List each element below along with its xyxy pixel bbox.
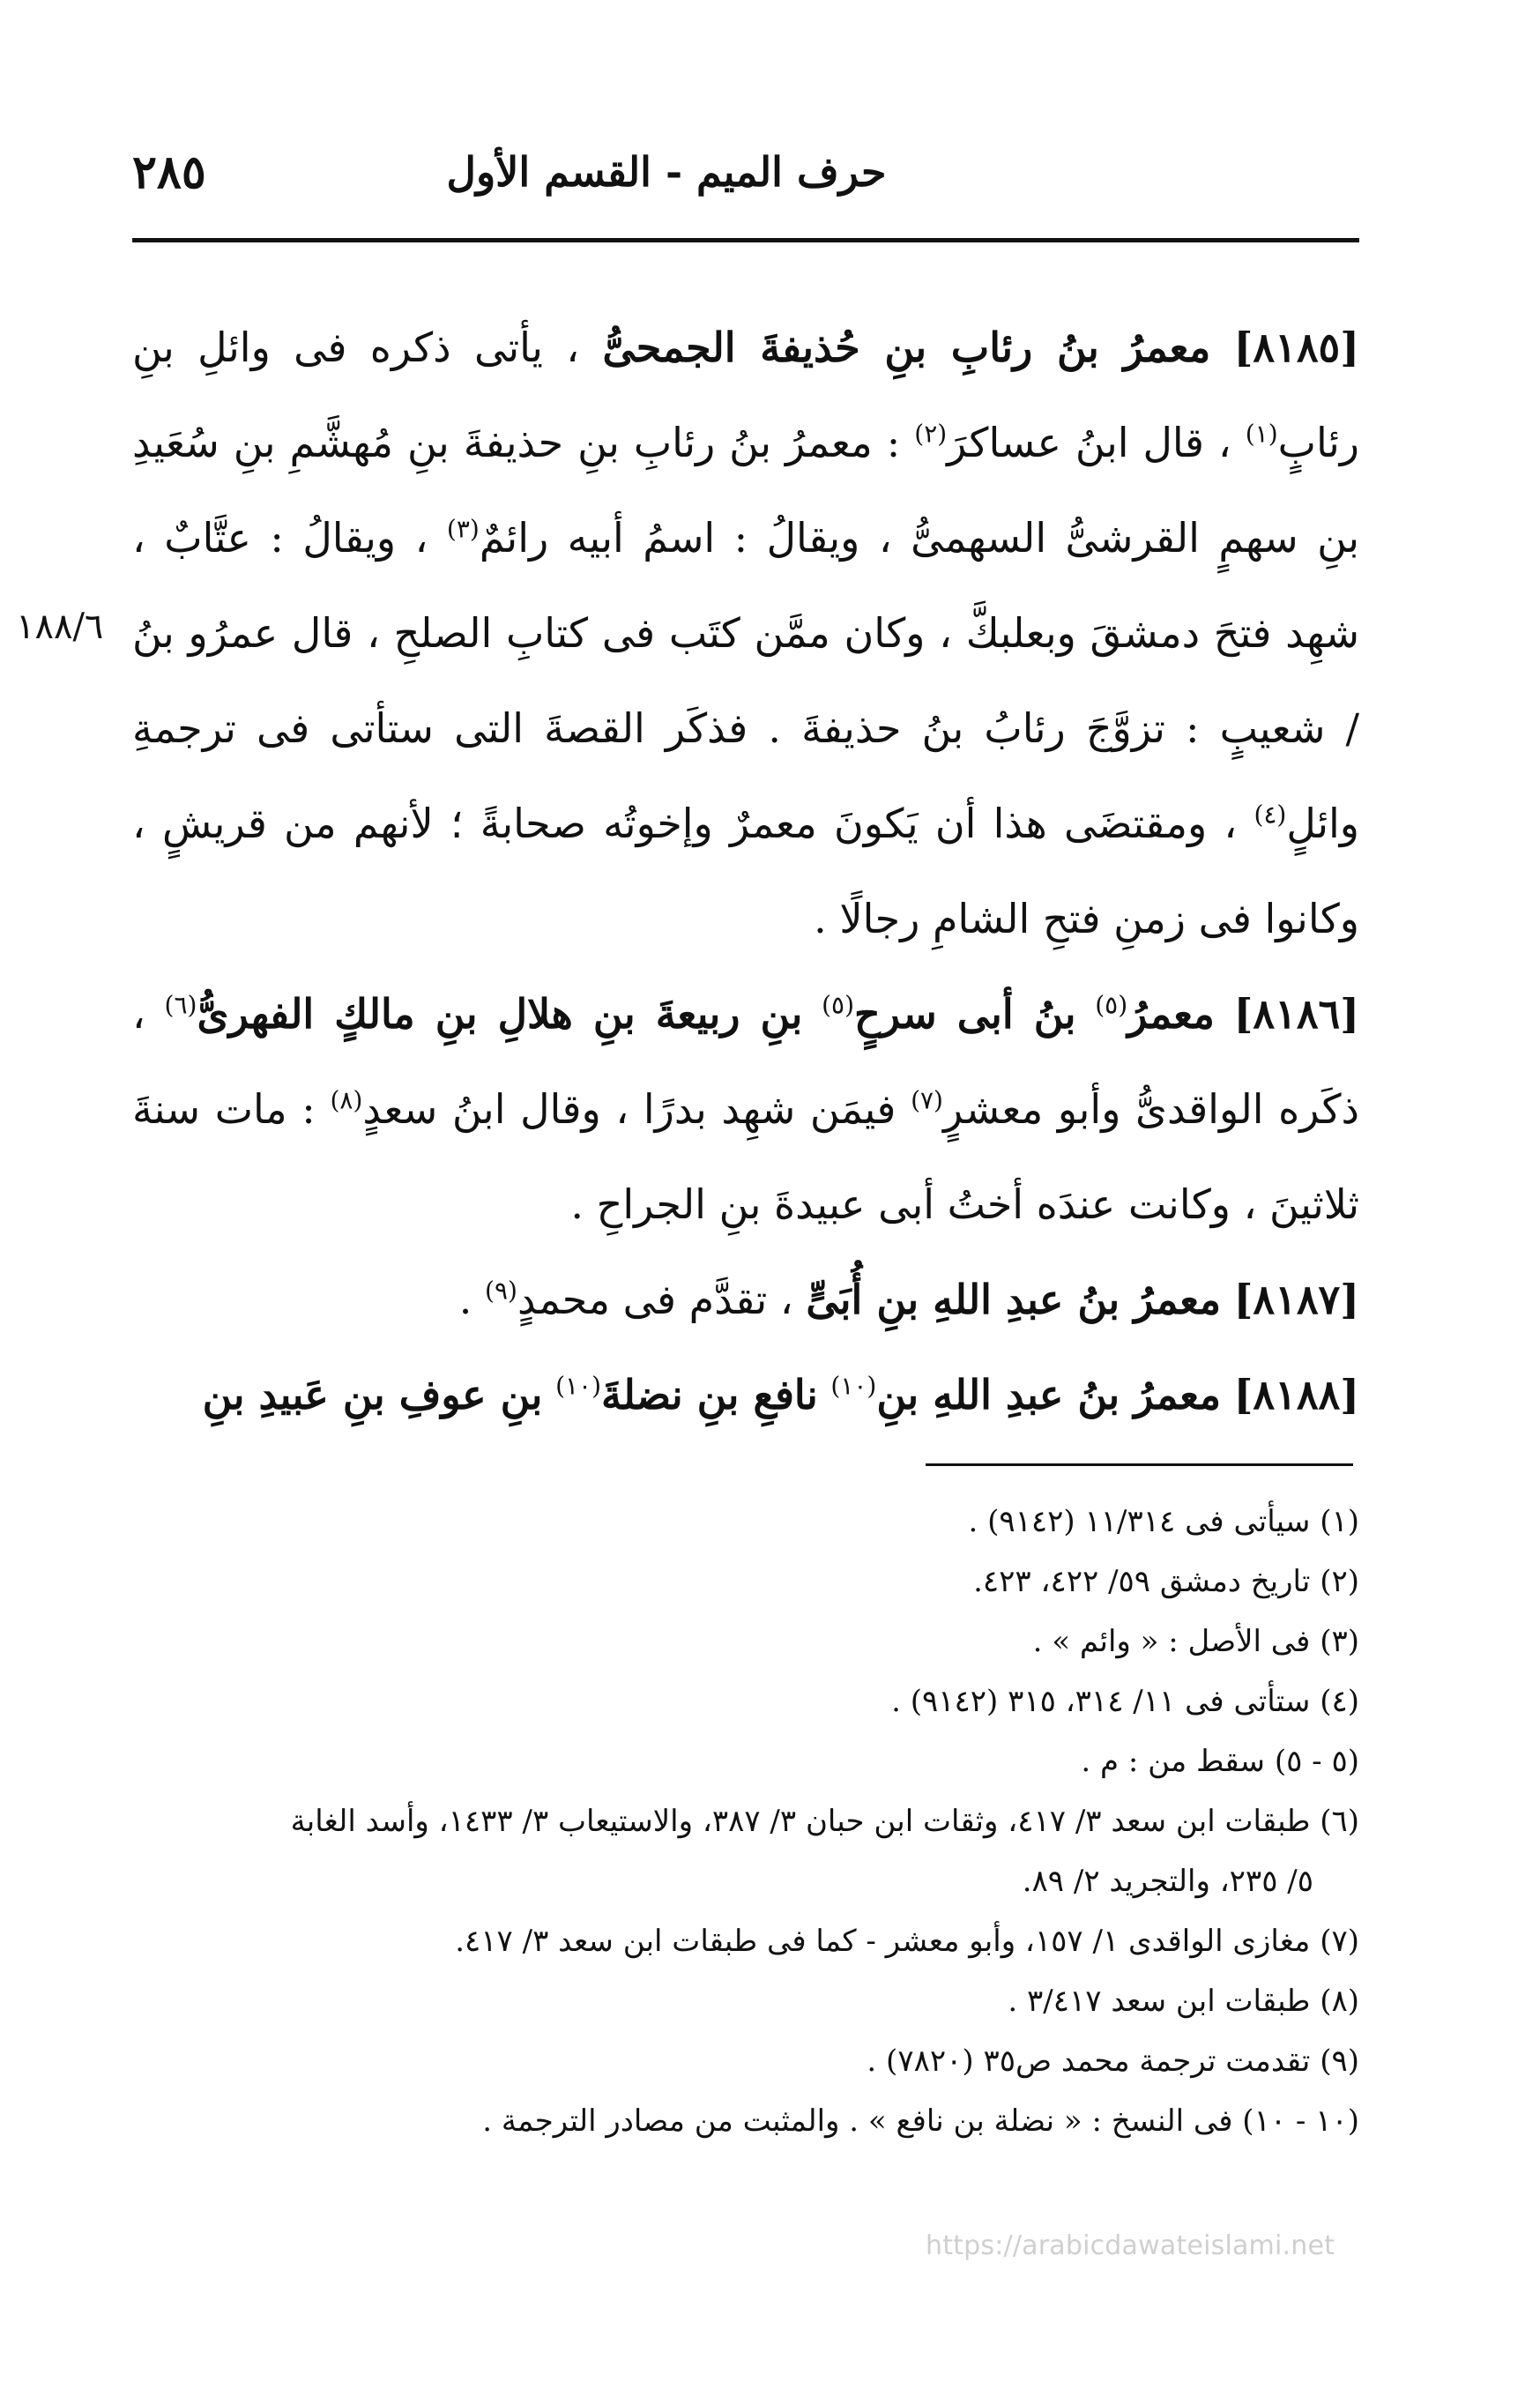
footnote-marker: (١٠) (555, 1371, 602, 1401)
footnote-marker: (٨) (330, 1085, 363, 1115)
footnotes (132, 1492, 1359, 2151)
entry-name: معمرُ بنُ رئابِ بنِ حُذيفةَ الجمحىُّ (602, 324, 1211, 371)
entry-name: معمرُ (1127, 990, 1215, 1038)
entry-text: : مات سنةَ ثلاثينَ ، وكانت عندَه أختُ أبى عبيدةَ بنِ الجراحِ . (132, 1085, 1359, 1228)
entry-8185 (132, 300, 1359, 966)
footnote-9: (٩) تقدمت ترجمة محمد ص٣٥ (٧٨٢٠) . (867, 2043, 1359, 2079)
entry-text: ، ذكَره الواقدىُّ وأبو معشرٍ (132, 990, 1360, 1133)
entry-8188 (132, 1347, 1359, 1442)
footnote-marker: (٧) (911, 1085, 943, 1115)
footnote-6: (٦) طبقات ابن سعد ٣/ ٤١٧، وثقات ابن حبان ٣/ ٣٨٧، والاستيعاب ٣/ ١٤٣٣، وأسد الغابة (290, 1804, 1359, 1839)
footnote-8: (٨) طبقات ابن سعد ٣/٤١٧ . (1008, 1984, 1359, 2019)
entry-text: ، ويقالُ : عتَّابٌ ، شهِد فتحَ دمشقَ وبعلبكَّ ، وكان ممَّن كتَب فى كتابِ الصلحِ ، قال عمرُو بنُ / شعيبٍ : تزوَّجَ رئابُ بنُ حذيفةَ . فذكَر القصةَ التى ستأتى فى ترجمةِ وائلٍ (132, 514, 1360, 847)
entry-text: ، ومقتضَى هذا أن يَكونَ معمرٌ وإخوتُه صحابةً ؛ لأنهم من قريشٍ ، وكانوا فى زمنِ فتحِ الشامِ رجالًا . (132, 800, 1359, 942)
entry-number: [٨١٨٦] (1233, 990, 1359, 1038)
footnote-marker: (٢) (914, 419, 948, 449)
footnote-7: (٧) مغازى الواقدى ١/ ١٥٧، وأبو معشر - كما فى طبقات ابن سعد ٣/ ٤١٧. (455, 1924, 1359, 1959)
footnote-4: (٤) ستأتى فى ١١/ ٣١٤، ٣١٥ (٩١٤٢) . (891, 1684, 1359, 1719)
footnote-10: (١٠ - ١٠) فى النسخ : « نضلة بن نافع » . والمثبت من مصادر الترجمة . (482, 2103, 1359, 2139)
entry-text: ، تقدَّم فى محمدٍ (517, 1276, 793, 1323)
entry-number: [٨١٨٧] (1233, 1276, 1359, 1323)
entry-name: بنُ أبى سرحٍ (854, 990, 1076, 1038)
entry-name: بنِ عوفِ بنِ عَبيدِ بنِ (202, 1371, 543, 1418)
page-number: ٢٨٥ (132, 145, 206, 199)
main-text (132, 300, 1359, 1442)
footnote-marker: (٦) (164, 990, 197, 1020)
entry-8186 (132, 966, 1359, 1252)
footnote-marker: (٩) (485, 1276, 517, 1306)
footnote-marker: (٤) (1254, 800, 1287, 830)
entry-text: ، قال ابنُ عساكرَ (947, 419, 1231, 466)
entry-name: بنِ ربيعةَ بنِ هلالِ بنِ مالكٍ الفهرىُّ (197, 990, 803, 1038)
footnote-marker: (١) (1245, 419, 1278, 449)
entry-text: فيمَن شهِد بدرًا ، وقال ابنُ سعدٍ (362, 1085, 896, 1133)
entry-name: معمرُ بنُ عبدِ اللهِ بنِ (876, 1371, 1222, 1418)
footnote-marker: (٥) (822, 990, 854, 1020)
margin-reference: ١٨٨/٦ (16, 607, 104, 647)
footnote-6-continued: ٥/ ٢٣٥، والتجريد ٢/ ٨٩. (1022, 1864, 1313, 1899)
entry-text: : معمرُ بنُ رئابِ بنِ حذيفةَ بنِ مُهشَّمِ بنِ سُعَيدِ بنِ سهمٍ القرشىُّ السهمىُّ ، ويقالُ : اسمُ أبيه رائمٌ (132, 419, 1359, 562)
watermark: https://arabicdawateislami.net (926, 2230, 1335, 2261)
footnote-3: (٣) فى الأصل : « وائم » . (1032, 1624, 1359, 1659)
entry-name: نافعِ بنِ نضلةَ (601, 1371, 818, 1418)
entry-8187 (132, 1252, 1359, 1347)
footnote-marker: (٥) (1095, 990, 1128, 1020)
header-rule (132, 238, 1359, 242)
footnote-marker: (٣) (446, 514, 480, 544)
entry-text: ، يأتى ذكره فى وائلِ بنِ رئابٍ (132, 324, 1359, 466)
entry-name: معمرُ بنُ عبدِ اللهِ بنِ أُبَىٍّ (806, 1276, 1222, 1323)
page-header (132, 145, 1359, 238)
footnote-separator (926, 1463, 1353, 1466)
footnote-marker: (١٠) (830, 1371, 877, 1401)
footnote-1: (١) سيأتى فى ١١/٣١٤ (٩١٤٢) . (968, 1504, 1359, 1539)
entry-number: [٨١٨٥] (1233, 324, 1360, 371)
running-title: حرف الميم - القسم الأول (446, 148, 887, 196)
footnote-5: (٥ - ٥) سقط من : م . (1081, 1744, 1359, 1779)
footnote-2: (٢) تاريخ دمشق ٥٩/ ٤٢٢، ٤٢٣. (973, 1564, 1359, 1599)
entry-number: [٨١٨٨] (1233, 1371, 1359, 1418)
entry-text: . (458, 1276, 472, 1323)
